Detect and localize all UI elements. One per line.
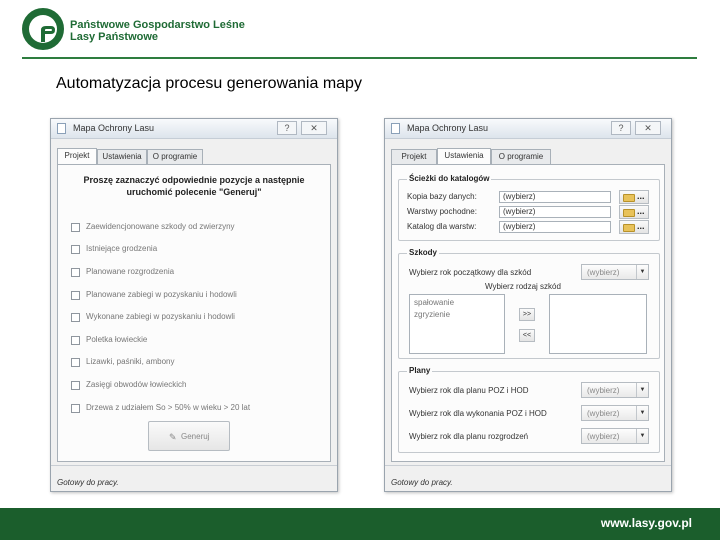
window-ustawienia: [384, 118, 672, 492]
window-title: Mapa Ochrony Lasu: [73, 123, 155, 133]
tab-panel: [391, 164, 665, 462]
paths-group-title: Ścieżki do katalogów: [409, 174, 490, 183]
close-button[interactable]: ✕: [301, 121, 327, 135]
checkbox-label: Drzewa z udziałem So > 50% w wieku > 20 lat: [86, 403, 251, 412]
checkbox[interactable]: [71, 381, 80, 390]
slide-title: Automatyzacja procesu generowania mapy: [56, 75, 362, 92]
plan-label: Wybierz rok dla wykonania POZ i HOD: [409, 409, 547, 418]
combo-value: (wybierz): [587, 409, 620, 418]
tab-o-programie[interactable]: O programie: [147, 149, 203, 164]
checkbox[interactable]: [71, 313, 80, 322]
org-name-line1: Państwowe Gospodarstwo Leśne: [70, 19, 245, 31]
checkbox-label: Planowane rozgrodzenia: [86, 267, 175, 276]
damage-year-label: Wybierz rok początkowy dla szkód: [409, 268, 532, 277]
browse-button[interactable]: [619, 190, 649, 204]
slide-footer: [0, 508, 720, 540]
damage-group-title: Szkody: [409, 248, 438, 257]
checkbox-label: Poletka łowieckie: [86, 335, 148, 344]
checkbox[interactable]: [71, 268, 80, 277]
database-path-field[interactable]: (wybierz): [499, 191, 611, 203]
folder-icon: [623, 209, 635, 217]
combo-value: (wybierz): [587, 432, 620, 441]
checkbox[interactable]: [71, 404, 80, 413]
logo-inner: [29, 15, 57, 43]
combo-value: (wybierz): [587, 386, 620, 395]
lasy-panstwowe-logo: [22, 8, 64, 50]
checkbox[interactable]: [71, 358, 80, 367]
plan-year-select[interactable]: [581, 382, 649, 398]
tree-icon: [39, 24, 57, 44]
pencil-icon: ✎: [169, 432, 177, 442]
app-icon: [391, 123, 400, 134]
checkbox[interactable]: [71, 336, 80, 345]
window-projekt: [50, 118, 338, 492]
chevron-down-icon: ▼: [636, 429, 648, 443]
execution-year-select[interactable]: [581, 405, 649, 421]
path-label: Warstwy pochodne:: [407, 207, 477, 216]
output-path-field[interactable]: (wybierz): [499, 221, 611, 233]
tab-ustawienia[interactable]: Ustawienia: [437, 148, 491, 164]
combo-value: (wybierz): [587, 268, 620, 277]
checkbox-label: Zaewidencjonowane szkody od zwierzyny: [86, 222, 235, 231]
chevron-down-icon: ▼: [636, 265, 648, 279]
plans-group: [398, 366, 660, 453]
checkbox[interactable]: [71, 223, 80, 232]
footer-url: www.lasy.gov.pl: [600, 516, 692, 530]
remove-damage-button[interactable]: <<: [519, 329, 535, 342]
fencing-year-select[interactable]: [581, 428, 649, 444]
folder-icon: [623, 194, 635, 202]
checkbox-label: Wykonane zabiegi w pozyskaniu i hodowli: [86, 312, 235, 321]
list-item[interactable]: zgryzienie: [414, 310, 451, 319]
tab-o-programie[interactable]: O programie: [491, 149, 551, 164]
selected-damage-list[interactable]: [549, 294, 647, 354]
checkbox[interactable]: [71, 245, 80, 254]
tab-ustawienia[interactable]: Ustawienia: [97, 149, 147, 164]
plan-label: Wybierz rok dla planu POZ i HOD: [409, 386, 529, 395]
instruction-line2: uruchomić polecenie "Generuj": [126, 187, 262, 197]
path-label: Katalog dla warstw:: [407, 222, 477, 231]
help-button[interactable]: ?: [277, 121, 297, 135]
status-separator: [51, 465, 337, 466]
browse-label: ...: [637, 206, 645, 216]
close-button[interactable]: ✕: [635, 121, 661, 135]
checkbox-label: Zasięgi obwodów łowieckich: [86, 380, 187, 389]
checkbox[interactable]: [71, 291, 80, 300]
tab-projekt[interactable]: Projekt: [57, 148, 97, 164]
generate-button[interactable]: [148, 421, 230, 451]
org-name-line2: Lasy Państwowe: [70, 31, 159, 43]
path-label: Kopia bazy danych:: [407, 192, 477, 201]
tab-projekt[interactable]: Projekt: [391, 149, 437, 164]
damage-type-label: Wybierz rodzaj szkód: [485, 282, 561, 291]
slide-header: [0, 0, 720, 60]
browse-button[interactable]: [619, 205, 649, 219]
app-icon: [57, 123, 66, 134]
checkbox-label: Istniejące grodzenia: [86, 244, 158, 253]
chevron-down-icon: ▼: [636, 383, 648, 397]
window-titlebar[interactable]: [385, 119, 671, 139]
window-title: Mapa Ochrony Lasu: [407, 123, 489, 133]
available-damage-list[interactable]: [409, 294, 505, 354]
status-text: Gotowy do pracy.: [57, 478, 119, 487]
browse-label: ...: [637, 191, 645, 201]
add-damage-button[interactable]: >>: [519, 308, 535, 321]
layers-path-field[interactable]: (wybierz): [499, 206, 611, 218]
generate-button-label: Generuj: [181, 432, 210, 441]
chevron-down-icon: ▼: [636, 406, 648, 420]
paths-group: [398, 174, 660, 241]
list-item[interactable]: spałowanie: [414, 298, 455, 307]
plan-label: Wybierz rok dla planu rozgrodzeń: [409, 432, 529, 441]
instruction-line1: Proszę zaznaczyć odpowiednie pozycje a następnie: [83, 175, 305, 185]
browse-label: ...: [637, 221, 645, 231]
tab-panel: [57, 164, 331, 462]
damage-year-select[interactable]: [581, 264, 649, 280]
status-separator: [385, 465, 671, 466]
checkbox-label: Lizawki, paśniki, ambony: [86, 357, 175, 366]
folder-icon: [623, 224, 635, 232]
plans-group-title: Plany: [409, 366, 431, 375]
window-titlebar[interactable]: [51, 119, 337, 139]
header-divider: [22, 57, 697, 59]
help-button[interactable]: ?: [611, 121, 631, 135]
damage-group: [398, 248, 660, 359]
browse-button[interactable]: [619, 220, 649, 234]
status-text: Gotowy do pracy.: [391, 478, 453, 487]
checkbox-label: Planowane zabiegi w pozyskaniu i hodowli: [86, 290, 237, 299]
